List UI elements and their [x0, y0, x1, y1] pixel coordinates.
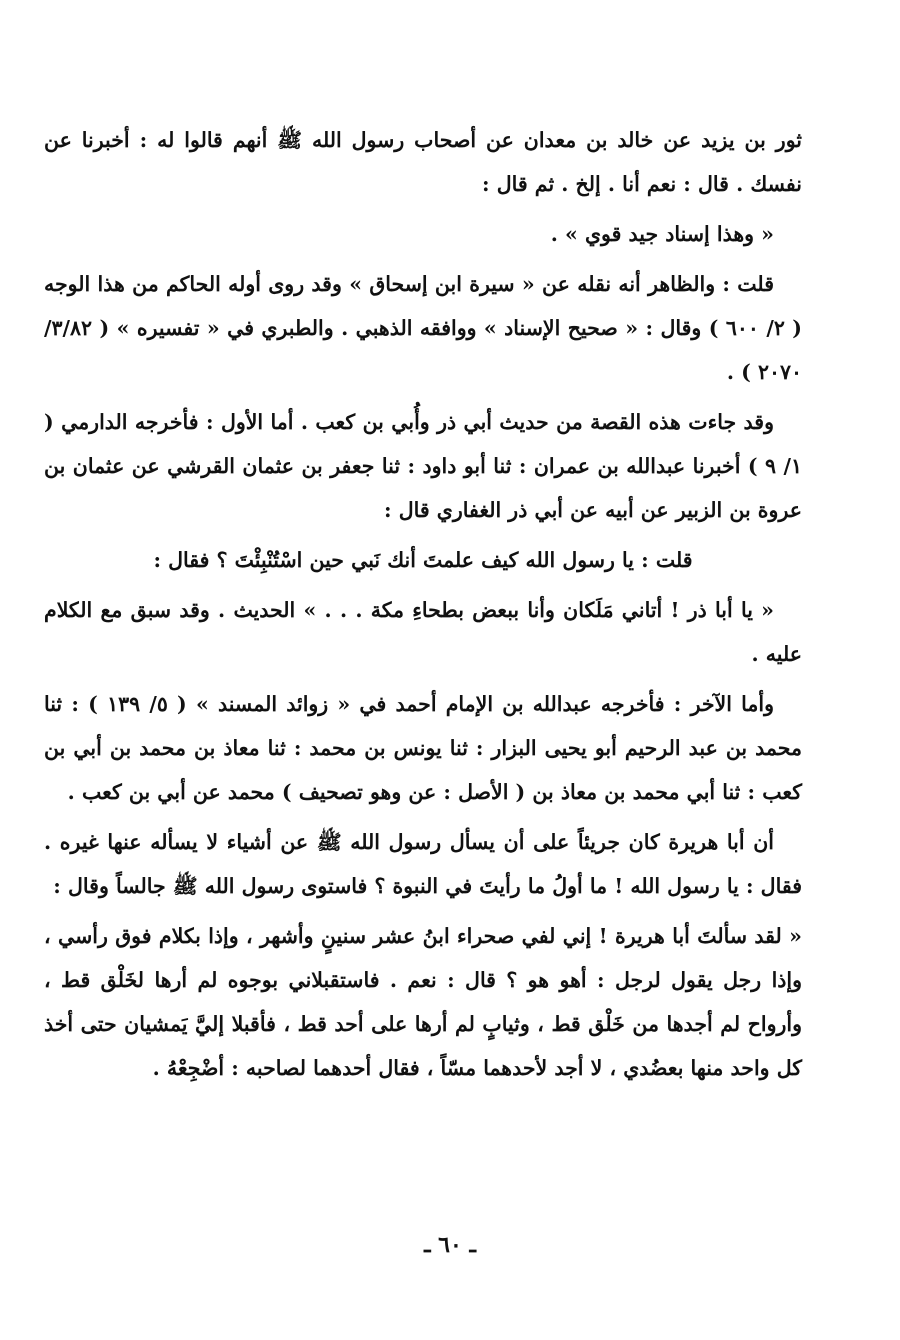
paragraph-question: قلت : يا رسول الله كيف علمتَ أنك نَبي حين اسْتُنْبِئْتَ ؟ فقال : [153, 548, 693, 572]
paragraph-quote-isnad: « وهذا إسناد جيد قوي » . [550, 222, 774, 246]
paragraph-abu-dharr-intro: وقد جاءت هذه القصة من حديث أبي ذر وأُبي بن كعب . أما الأول : فأخرجه الدارمي ( ١/ ٩ ) أخبرنا عبدالله بن عمران : ثنا أبو داود : ثنا جعفر بن عثمان القرشي عن عثمان بن عروة بن الزبير عن أبيه عن أبي ذر الغفاري قال : [44, 410, 803, 522]
paragraph-hadith-quote: « لقد سألتَ أبا هريرة ! إني لفي صحراء ابنُ عشر سنينٍ وأشهر ، وإذا بكلام فوق رأسي ، وإذا رجل يقول لرجل : أهو هو ؟ قال : نعم . فاستقبلاني بوجوه لم أرها لخَلْق قط ، وأرواح لم أجدها من خَلْق قط ، وثيابٍ لم أرها على أحد قط ، فأقبلا إليَّ يَمشيان حتى أخذ كل واحد منها بعضُدي ، لا أجد لأحدهما مسّاً ، فقال أحدهما لصاحبه : أضْجِعْهُ . [44, 924, 802, 1080]
paragraph-hadith-abu-dharr: « يا أبا ذر ! أتاني مَلَكان وأنا ببعض بطحاءِ مكة . . . » الحديث . وقد سبق مع الكلام عليه . [44, 598, 802, 666]
paragraph-ubayy-intro: وأما الآخر : فأخرجه عبدالله بن الإمام أحمد في « زوائد المسند » ( ٥/ ١٣٩ ) : ثنا محمد بن عبد الرحيم أبو يحيى البزار : ثنا يونس بن محمد : ثنا معاذ بن محمد بن أبي بن كعب : ثنا أبي محمد بن معاذ بن ( الأصل : عن وهو تصحيف ) محمد عن أبي بن كعب . [44, 692, 802, 804]
paragraph-abu-hurayra: أن أبا هريرة كان جريئاً على أن يسأل رسول الله ﷺ عن أشياء لا يسأله عنها غيره . فقال : يا رسول الله ! ما أولُ ما رأيتَ في النبوة ؟ فاستوى رسول الله ﷺ جالساً وقال : [44, 830, 802, 898]
page-body [44, 118, 802, 1090]
paragraph-qultu: قلت : والظاهر أنه نقله عن « سيرة ابن إسحاق » وقد روى أوله الحاكم من هذا الوجه ( ٢/ ٦٠٠ ) وقال : « صحيح الإسناد » ووافقه الذهبي . والطبري في « تفسيره » ( ٣/٨٢/ ٢٠٧٠ ) . [44, 272, 802, 384]
page-number: ـ ٦٠ ـ [424, 1232, 476, 1258]
paragraph-continuation: ثور بن يزيد عن خالد بن معدان عن أصحاب رسول الله ﷺ أنهم قالوا له : أخبرنا عن نفسك . قال : نعم أنا . إلخ . ثم قال : [44, 128, 802, 196]
